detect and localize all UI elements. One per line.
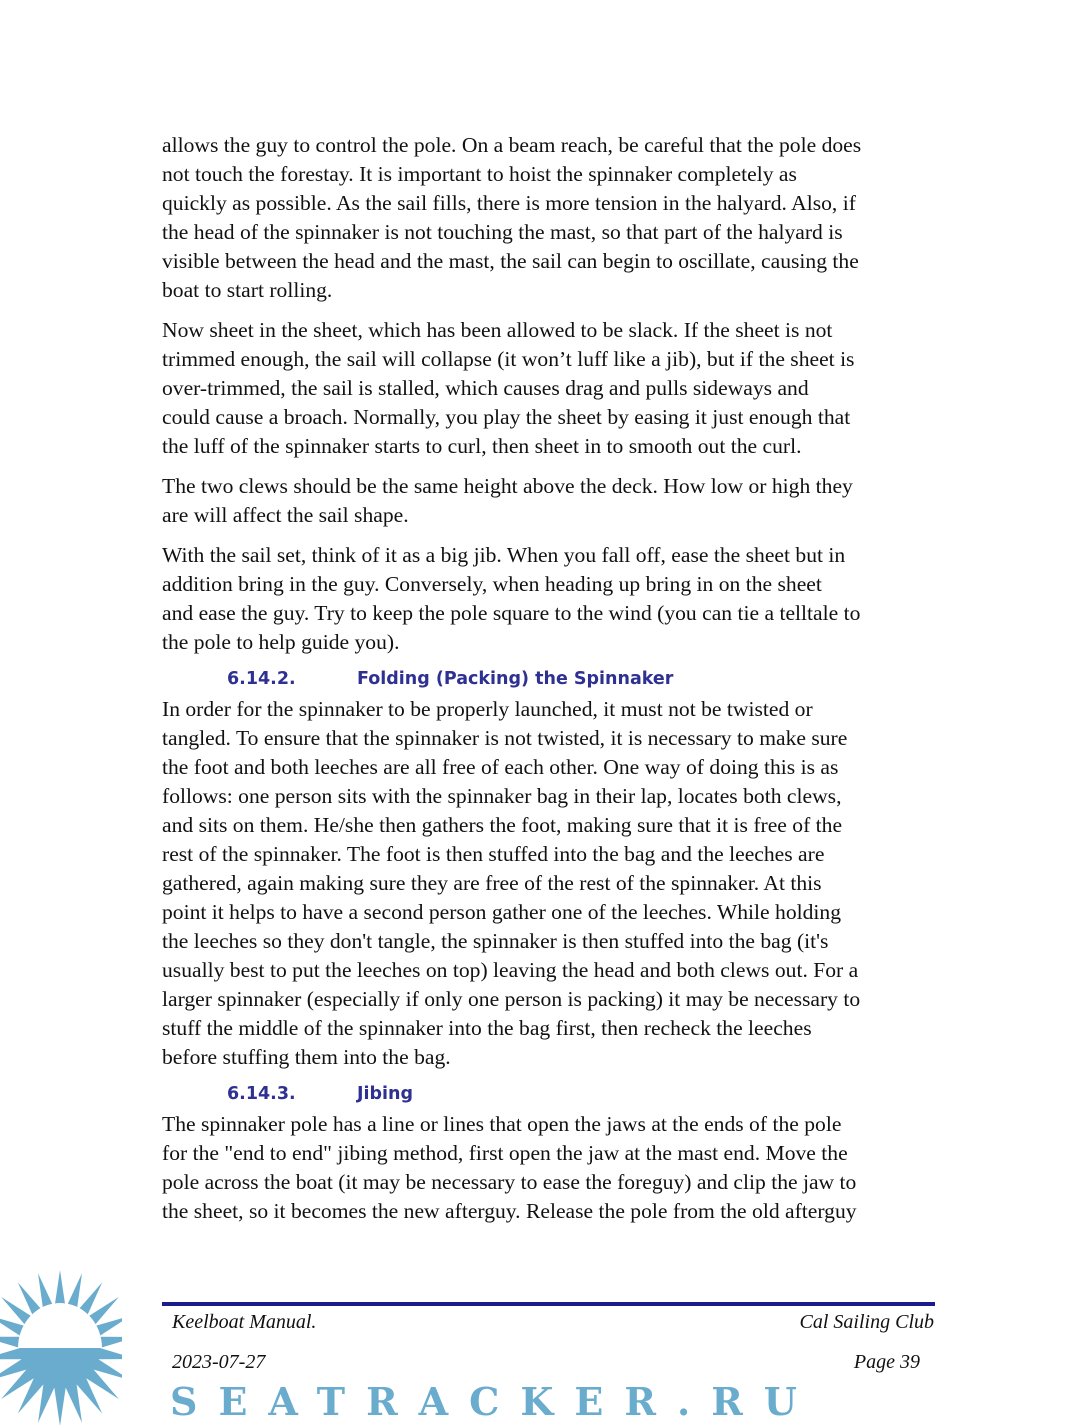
section-title: Jibing <box>357 1084 414 1104</box>
text-line: tangled. To ensure that the spinnaker is not twisted, it is necessary to make sure <box>162 726 848 750</box>
text-line: for the "end to end" jibing method, first open the jaw at the mast end. Move the <box>162 1141 848 1165</box>
text-line: quickly as possible. As the sail fills, there is more tension in the halyard. Also, if <box>162 191 856 215</box>
text-line: over-trimmed, the sail is stalled, which causes drag and pulls sideways and <box>162 376 809 400</box>
text-line: Now sheet in the sheet, which has been allowed to be slack. If the sheet is not <box>162 318 833 342</box>
text-line: stuff the middle of the spinnaker into the bag first, then recheck the leeches <box>162 1016 812 1040</box>
text-line: In order for the spinnaker to be properly launched, it must not be twisted or <box>162 697 813 721</box>
text-line: With the sail set, think of it as a big jib. When you fall off, ease the sheet but in <box>162 543 846 567</box>
paragraph <box>162 695 942 1072</box>
text-line: the luff of the spinnaker starts to curl, then sheet in to smooth out the curl. <box>162 434 802 458</box>
text-line: point it helps to have a second person gather one of the leeches. While holding <box>162 900 842 924</box>
text-line: rest of the spinnaker. The foot is then stuffed into the bag and the leeches are <box>162 842 825 866</box>
text-line: allows the guy to control the pole. On a beam reach, be careful that the pole does <box>162 133 862 157</box>
document-body <box>162 131 942 1237</box>
text-line: the head of the spinnaker is not touching the mast, so that part of the halyard is <box>162 220 843 244</box>
footer-page-number: Page 39 <box>853 1351 920 1373</box>
text-line: before stuffing them into the bag. <box>162 1045 451 1069</box>
section-heading <box>162 1083 942 1105</box>
footer-club-name: Cal Sailing Club <box>799 1311 934 1333</box>
text-line: are will affect the sail shape. <box>162 503 409 527</box>
text-line: visible between the head and the mast, the sail can begin to oscillate, causing the <box>162 249 859 273</box>
sun-icon <box>0 1265 122 1425</box>
section-title: Folding (Packing) the Spinnaker <box>357 669 674 689</box>
footer-divider <box>162 1302 935 1306</box>
text-line: not touch the forestay. It is important to hoist the spinnaker completely as <box>162 162 797 186</box>
text-line: and sits on them. He/she then gathers the foot, making sure that it is free of the <box>162 813 843 837</box>
paragraph <box>162 472 942 530</box>
text-line: trimmed enough, the sail will collapse (it won’t luff like a jib), but if the sheet is <box>162 347 855 371</box>
footer-date: 2023-07-27 <box>172 1351 266 1373</box>
text-line: the sheet, so it becomes the new afterguy. Release the pole from the old afterguy <box>162 1199 857 1223</box>
text-line: addition bring in the guy. Conversely, when heading up bring in on the sheet <box>162 572 822 596</box>
text-line: The spinnaker pole has a line or lines that open the jaws at the ends of the pole <box>162 1112 842 1136</box>
text-line: usually best to put the leeches on top) leaving the head and both clews out. For a <box>162 958 859 982</box>
text-line: gathered, again making sure they are free of the rest of the spinnaker. At this <box>162 871 822 895</box>
text-line: pole across the boat (it may be necessary to ease the foreguy) and clip the jaw to <box>162 1170 857 1194</box>
text-line: the pole to help guide you). <box>162 630 400 654</box>
watermark-text: SEATRACKER.RU <box>170 1379 818 1424</box>
text-line: larger spinnaker (especially if only one person is packing) it may be necessary to <box>162 987 861 1011</box>
text-line: the leeches so they don't tangle, the spinnaker is then stuffed into the bag (it's <box>162 929 829 953</box>
footer-manual-title: Keelboat Manual. <box>172 1311 317 1333</box>
text-line: and ease the guy. Try to keep the pole square to the wind (you can tie a telltale to <box>162 601 861 625</box>
section-number: 6.14.2. <box>227 669 296 689</box>
paragraph <box>162 131 942 305</box>
text-line: the foot and both leeches are all free of each other. One way of doing this is as <box>162 755 839 779</box>
paragraph <box>162 1110 942 1226</box>
paragraph <box>162 316 942 461</box>
text-line: The two clews should be the same height above the deck. How low or high they <box>162 474 853 498</box>
paragraph <box>162 541 942 657</box>
section-heading <box>162 668 942 690</box>
section-number: 6.14.3. <box>227 1084 296 1104</box>
text-line: follows: one person sits with the spinnaker bag in their lap, locates both clews, <box>162 784 842 808</box>
text-line: boat to start rolling. <box>162 278 333 302</box>
text-line: could cause a broach. Normally, you play the sheet by easing it just enough that <box>162 405 851 429</box>
